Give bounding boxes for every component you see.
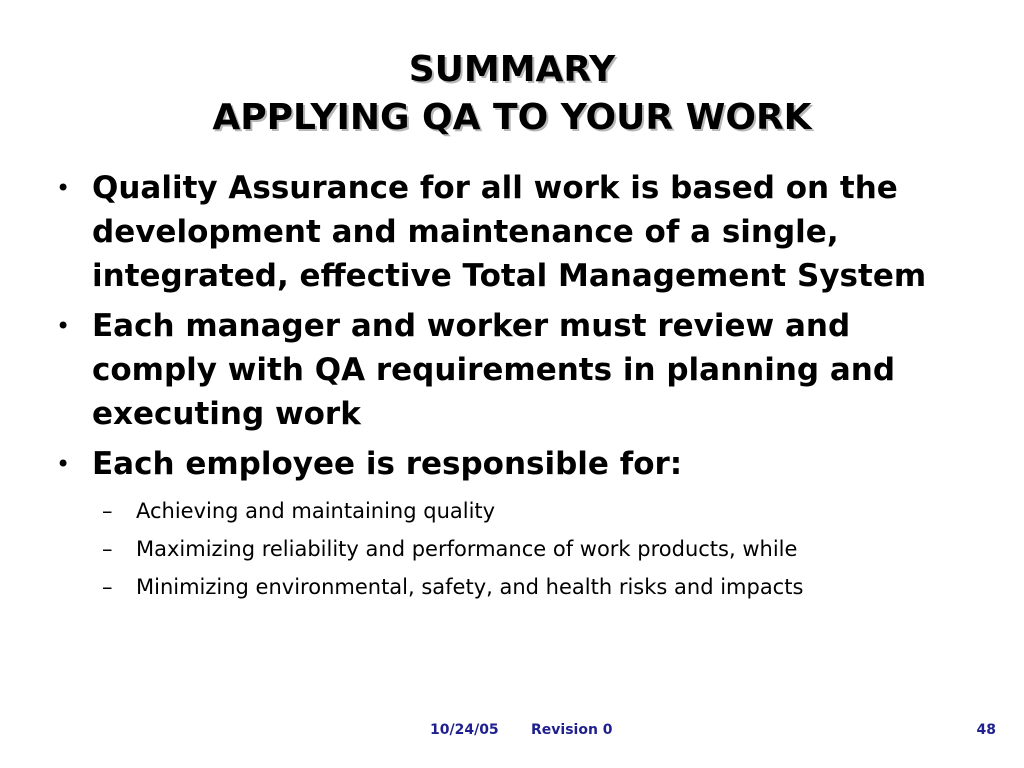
sub-bullet-marker: – — [102, 537, 113, 561]
bullet-item-employee-responsibility — [56, 442, 956, 486]
slide-title-line-1: SUMMARY — [408, 49, 616, 90]
sub-bullet-marker: – — [102, 499, 113, 523]
sub-bullet-text: Minimizing environmental, safety, and health risks and impacts — [136, 575, 804, 599]
bullet-item-total-management-system — [56, 166, 956, 298]
sub-bullet-text: Achieving and maintaining quality — [136, 499, 496, 523]
bullet-marker: • — [56, 312, 71, 340]
bullet-text: Quality Assurance for all work is based on the development and maintenance of a single, integrated, effective Total Management System — [92, 170, 927, 294]
sub-bullet-reliability — [102, 530, 956, 568]
sub-bullet-quality — [102, 492, 956, 530]
bullet-text: Each employee is responsible for: — [92, 446, 683, 482]
sub-bullet-text: Maximizing reliability and performance of work products, while — [136, 537, 798, 561]
sub-bullet-list — [56, 492, 956, 606]
sub-bullet-marker: – — [102, 575, 113, 599]
footer-page-number: 48 — [976, 722, 996, 738]
footer-revision: Revision 0 — [531, 722, 613, 738]
bullet-list — [56, 166, 956, 606]
bullet-marker: • — [56, 174, 71, 202]
bullet-item-manager-worker-review — [56, 304, 956, 436]
footer-date: 10/24/05 — [430, 722, 499, 738]
bullet-text: Each manager and worker must review and comply with QA requirements in planning and executing work — [92, 308, 896, 432]
bullet-marker: • — [56, 450, 71, 478]
slide-title-line-2: APPLYING QA TO YOUR WORK — [212, 97, 812, 138]
slide-title — [0, 46, 1024, 142]
sub-bullet-risks — [102, 568, 956, 606]
